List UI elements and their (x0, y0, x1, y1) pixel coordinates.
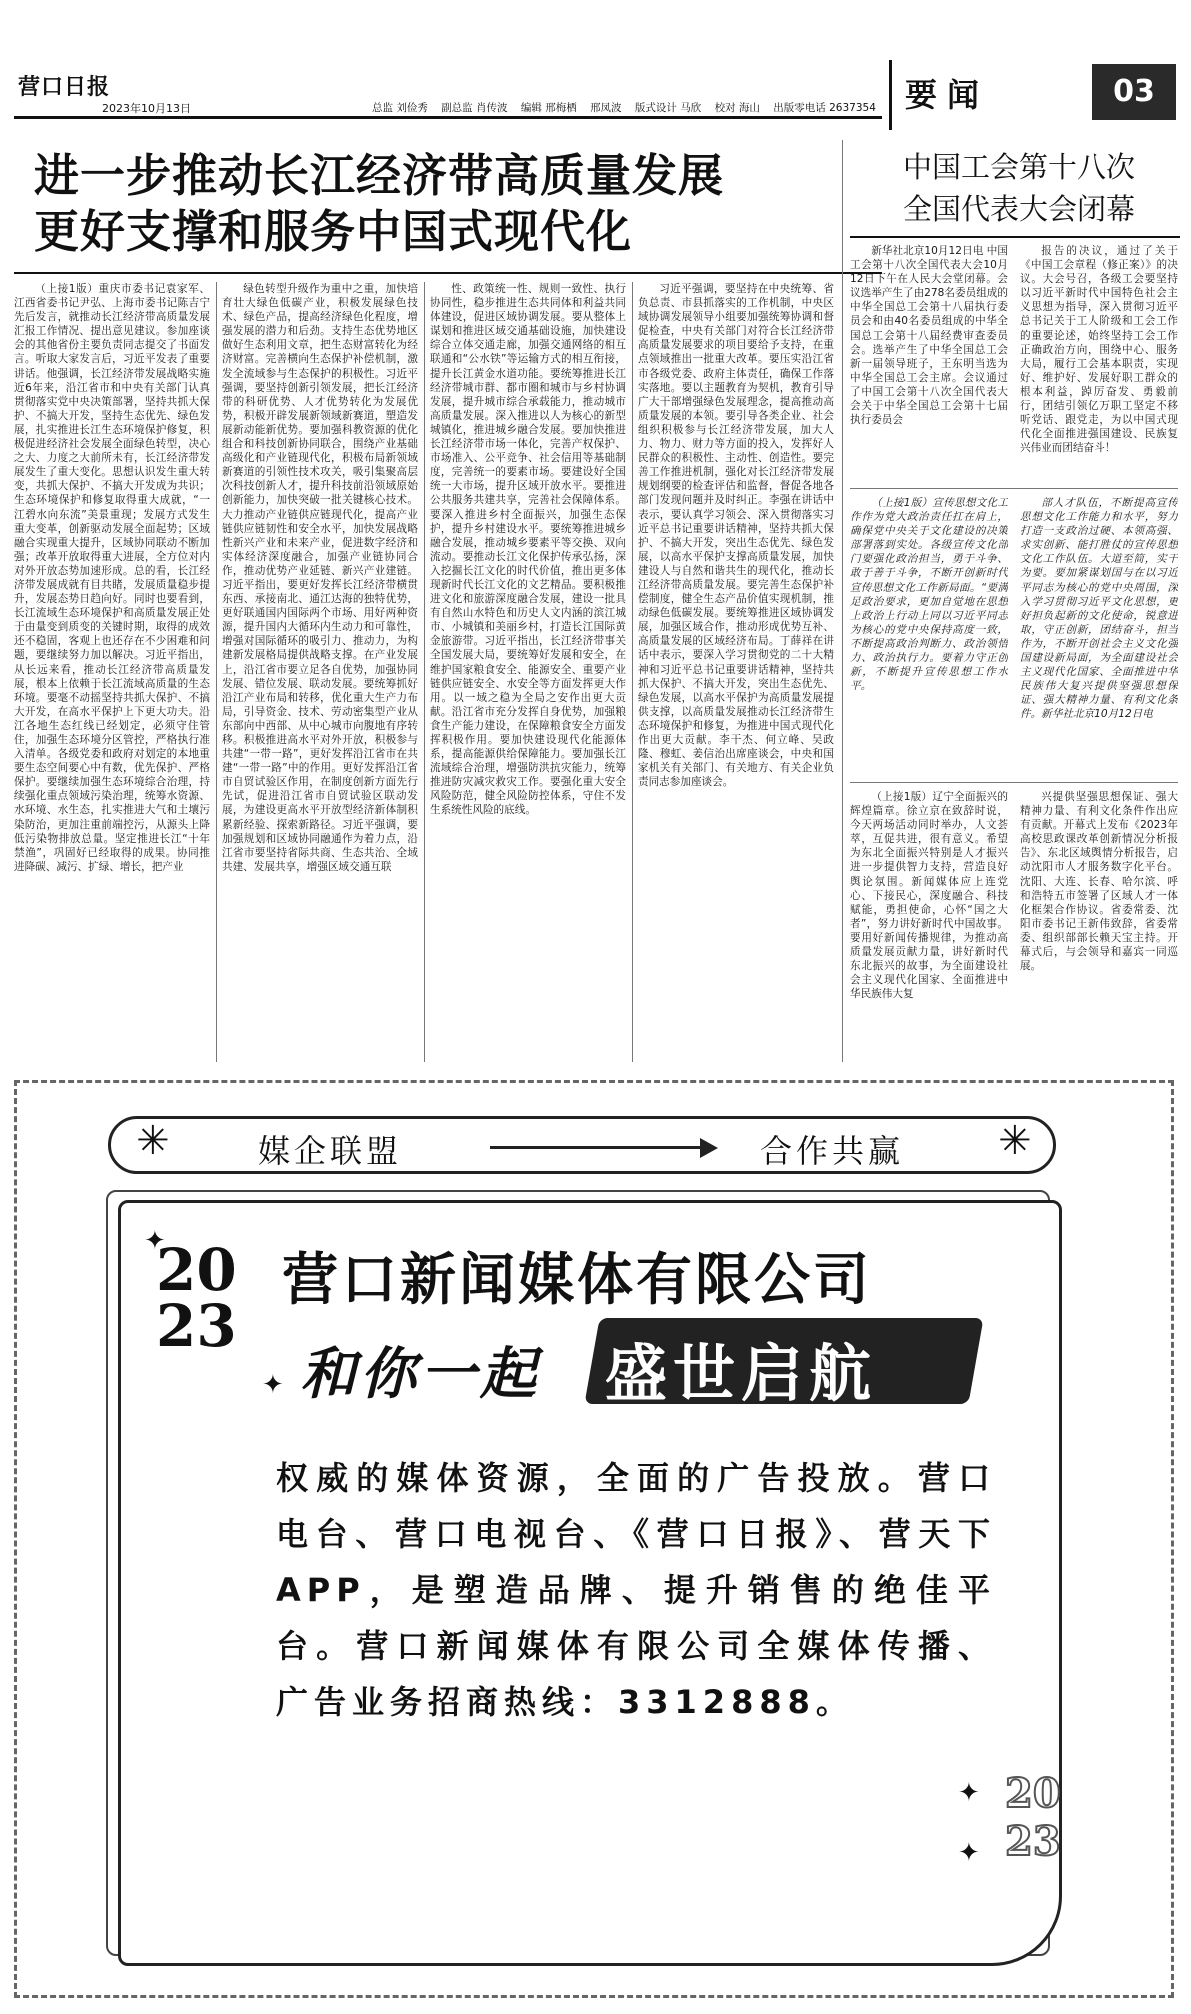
column-divider (842, 140, 843, 1062)
ad-year-bottom: 20 23 (1005, 1770, 1061, 1865)
headline-line: 更好支撑和服务中国式现代化 (34, 205, 633, 258)
banner-slogan-left: 媒企联盟 (258, 1132, 403, 1170)
headline-line: 进一步推动长江经济带高质量发展 (34, 149, 725, 202)
sparkle-icon: ✦ (958, 1778, 980, 1808)
column-divider (216, 282, 217, 1062)
section-name: 要闻 (905, 76, 990, 114)
ad-company-title: 营口新闻媒体有限公司 (282, 1248, 872, 1313)
credit-item: 副总监 肖传波 (441, 102, 508, 114)
column-text: （上接1版）辽宁全面振兴的辉煌篇章。徐立京在致辞时说，今天两场活动同时举办，人文荟萃，互促共进，很有意义。希望为东北全面振兴特别是人才振兴进一步提供智力支持，营造良好舆论氛围。新闻媒体应上连党心、下接民心，深度融合、科技赋能，勇担使命，心怀“国之大者”，努力讲好新时代中国故事。要用好新闻传播规律，为推动高质量发展贡献力量，讲好新时代东北振兴的故事，为全面建设社会主义现代化国家、全面推进中华民族伟大复 (850, 791, 1008, 1001)
credit-item: 编辑 邢梅栖 (520, 102, 577, 114)
column-divider (632, 282, 633, 1062)
column-text: 部人才队伍，不断提高宣传思想文化工作能力和水平，努力打造一支政治过硬、本领高强、求实创新、能打胜仗的宣传思想文化工作队伍。大道至简，实干为要。要加紧谋划国与在以习近平同志为核心的党中央周围，深入学习贯彻习近平文化思想，更好担负起新的文化使命，锐意进取，守正创新，团结奋斗，担当作为，不断开创社会主义文化强国建设新局面，为全面建设社会主义现代化国家、全面推进中华民族伟大复兴提供坚强思想保证、强大精神力量、有利文化条件。新华社北京10月12日电 (1020, 497, 1178, 721)
side-article-column (1020, 244, 1178, 482)
column-text: 绿色转型升级作为重中之重，加快培育壮大绿色低碳产业，积极发展绿色技术、绿色产品，提高经济绿色化程度，增强发展的潜力和后劲。支持生态优势地区做好生态利用文章，把生态财富转化为经济财富。完善横向生态保护补偿机制，激发全流域参与生态保护的积极性。习近平强调，要坚持创新引领发展，把长江经济带的科研优势、人才优势转化为发展优势，积极开辟发展新领域新赛道，塑造发展新动能新优势。要加强科教资源的优化组合和科技创新协同联合，围绕产业基础高级化和产业链现代化，积极布局新领域新赛道的引领性技术攻关，吸引集聚高层次科技创新人才，提升科技前沿领域原始创新能力，加快突破一批关键核心技术。大力推动产业链供应链现代化，提高产业链供应链韧性和安全水平，加快发展战略性新兴产业和未来产业，促进数字经济和实体经济深度融合，加强产业链协同合作，推动优势产业延链、新兴产业建链。习近平指出，要更好发挥长江经济带横贯东西、承接南北、通江达海的独特优势，更好联通国内国际两个市场、用好两种资源，提升国内大循环内生动力和可靠性，增强对国际循环的吸引力、推动力，为构建新发展格局提供战略支撑。在产业发展上，沿江省市要立足各自优势，加强协同发展、错位发展、联动发展。要统筹抓好沿江产业布局和转移，优化重大生产力布局，引导资金、技术、劳动密集型产业从东部向中西部、从中心城市向腹地有序转移。积极推进高水平对外开放，积极参与共建“一带一路”，更好发挥沿江省市在共建“一带一路”中的作用。更好发挥沿江省市自贸试验区作用，在制度创新方面先行先试，促进沿江省市自贸试验区联动发展，为建设更高水平开放型经济新体制积累新经验、探索新路径。习近平强调，要加强规划和区域协同融通作为着力点，沿江省市要坚持省际共商、生态共治、全域共建、发展共享，增强区域交通互联 (222, 283, 418, 873)
asterisk-icon: ✳ (136, 1118, 170, 1164)
sparkle-icon: ✦ (262, 1370, 284, 1400)
arrow-right-icon (700, 1138, 718, 1158)
article-divider (850, 488, 1178, 489)
column-text: 新华社北京10月12日电 中国工会第十八次全国代表大会10月12日下午在人民大会堂闭幕。会议选举产生了由278名委员组成的中华全国总工会第十八届执行委员会和由40名委员组成的中华全国总工会第十八届经费审查委员会。选举产生了中华全国总工会新一届领导班子，王东明当选为中华全国总工会主席。会议通过了中国工会第十八次全国代表大会关于中华全国总工会第十七届执行委员会 (850, 245, 1008, 427)
headline-rule (14, 272, 882, 274)
column-text: 兴提供坚强思想保证、强大精神力量、有利文化条件作出应有贡献。开幕式上发布《2023年高校思政课改革创新情况分析报告》、东北区域舆情分析报告，启动沈阳市人才服务数字化平台。沈阳、大连、长春、哈尔滨、呼和浩特五市签署了区域人才一体化框架合作协议。省委常委、沈阳市委书记王新伟致辞，省委常委、组织部部长赖天宝主持。开幕式后，与会领导和嘉宾一同巡展。 (1020, 791, 1178, 973)
ad-subtitle-part1: 和你一起 (300, 1342, 540, 1407)
header-rule (14, 116, 882, 119)
sparkle-icon: ✦ (958, 1838, 980, 1868)
ad-banner (108, 1116, 1056, 1174)
ad-subtitle-part2: 盛世启航 (605, 1337, 878, 1410)
banner-arrow (490, 1146, 710, 1149)
section-divider (889, 60, 892, 130)
credit-item: 邢凤波 (590, 102, 622, 114)
article-divider (850, 782, 1178, 783)
column-text: 习近平强调，要坚持在中央统筹、省负总责、市县抓落实的工作机制，中央区域协调发展领导小组要加强统筹协调和督促检查，中央有关部门对符合长江经济带高质量发展要求的项目要给予支持，在重点领域推出一批重大改革。要压实沿江省市各级党委、政府主体责任，确保工作落实落地。要以主题教育为契机，教育引导广大干部增强绿色发展理念，提高推动高质量发展的本领。要引导各类企业、社会组织积极参与长江经济带发展，加大人力、物力、财力等方面的投入，发挥好人民群众的积极性、主动性、创造性。要完善工作推进机制，强化对长江经济带发展规划纲要的检查评估和监督，督促各地各部门发现问题并及时纠正。李强在讲话中表示，要认真学习领会、深入贯彻落实习近平总书记重要讲话精神，坚持共抓大保护、不搞大开发，突出生态优先、绿色发展，以高水平保护支撑高质量发展，加快建设人与自然和谐共生的现代化，推动长江经济带高质量发展。要完善生态保护补偿制度，健全生态产品价值实现机制，推动绿色低碳发展。要统筹推进区域协调发展，加强区域合作，推动形成优势互补、高质量发展的区域经济布局。丁薛祥在讲话中表示，要深入学习贯彻党的二十大精神和习近平总书记重要讲话精神，坚持共抓大保护、不搞大开发，突出生态优先、绿色发展，以高水平保护为高质量发展提供支撑，以高质量发展推动长江经济带生态环境保护和修复，为推进中国式现代化作出更大贡献。李干杰、何立峰、吴政隆、穆虹、姜信治出席座谈会，中央和国家机关有关部门、有关地方、有关企业负责同志参加座谈会。 (638, 283, 834, 789)
credit-item: 总监 刘俭秀 (372, 102, 428, 114)
asterisk-icon: ✳ (998, 1118, 1032, 1164)
staff-credits (372, 100, 886, 115)
article-column (430, 282, 626, 1062)
column-text: 报告的决议，通过了关于《中国工会章程（修正案）》的决议。大会号召，各级工会要坚持以习近平新时代中国特色社会主义思想为指导，深入贯彻习近平总书记关于工人阶级和工会工作的重要论述，始终坚持工会工作正确政治方向，围绕中心、服务大局，履行工会基本职责，实现好、维护好、发展好职工群众的根本利益，踔厉奋发、勇毅前行，团结引领亿万职工坚定不移听党话、跟党走，为以中国式现代化全面推进强国建设、民族复兴伟业而团结奋斗！ (1020, 245, 1178, 455)
side-article-column (1020, 496, 1178, 772)
column-text: （上接1版）宣传思想文化工作作为党大政治责任扛在肩上，确保党中央关于文化建设的决策部署落到实处。各级宣传文化部门要强化政治担当，勇于斗争、敢于善于斗争，不断开创新时代宣传思想文化工作新局面。“要满足政治要求，更加自觉地在思想上政治上行动上同以习近平同志为核心的党中央保持高度一致，不断提高政治判断力、政治领悟力、政治执行力。要着力守正创新，不断提升宣传思想工作水平。 (850, 497, 1008, 693)
newspaper-logo: 营口日报 (18, 74, 111, 100)
side-article-column (850, 244, 1008, 482)
main-headline (34, 148, 804, 260)
article-column (222, 282, 418, 1062)
column-text: 性、政策统一性、规则一致性、执行协同性，稳步推进生态共同体和利益共同体建设，促进区域协调发展。要从整体上谋划和推进区域交通基础设施，加快建设综合立体交通走廊，加强交通网络的相互联通和“公水铁”等运输方式的相互衔接，提升长江黄金水道功能。要统筹推进长江经济带城市群、都市圈和城市与乡村协调发展，提升城市综合承载能力，推动城市高质量发展。深入推进以人为核心的新型城镇化，推进城乡融合发展。要加快推进长江经济带市场一体化，完善产权保护、市场准入、公平竞争、社会信用等基础制度，完善统一的要素市场。要建设好全国统一大市场，提升区域开放水平。要推进公共服务共建共享，完善社会保障体系。要深入推进乡村全面振兴，加强生态保护，提升乡村建设水平。要统筹推进城乡融合发展，推动城乡要素平等交换、双向流动。要推动长江文化保护传承弘扬，深入挖掘长江文化的时代价值，推出更多体现新时代长江文化的文艺精品。要积极推进文化和旅游深度融合发展，建设一批具有自然山水特色和历史人文内涵的滨江城市、小城镇和美丽乡村，打造长江国际黄金旅游带。习近平指出，长江经济带事关全国发展大局，要统筹好发展和安全，在维护国家粮食安全、能源安全、重要产业链供应链安全、水安全等方面发挥更大作用。以一域之稳为全局之安作出更大贡献。沿江省市充分发挥自身优势，加强粮食生产能力建设，在保障粮食安全方面发挥积极作用。要加快建设现代化能源体系，提高能源供给保障能力。要加强长江流域综合治理，增强防洪抗灾能力，统筹推进防灾减灾救灾工作。要强化重大安全风险防范，健全风险防控体系，守住不发生系统性风险的底线。 (430, 283, 626, 817)
ad-body-text: 权威的媒体资源，全面的广告投放。营口电台、营口电视台、《营口日报》、营天下APP，是塑造品牌、提升销售的绝佳平台。营口新闻媒体有限公司全媒体传播、广告业务招商热线：3312888。 (276, 1459, 996, 1721)
article-column (14, 282, 210, 1062)
banner-slogan-right: 合作共赢 (760, 1132, 905, 1170)
credit-item: 版式设计 马欣 (634, 102, 702, 114)
ad-year-top: 20 23 (156, 1236, 237, 1360)
side-article-column (850, 496, 1008, 772)
issue-date: 2023年10月13日 (102, 102, 191, 115)
column-divider (424, 282, 425, 1062)
column-text: （上接1版）重庆市委书记袁家军、江西省委书记尹弘、上海市委书记陈吉宁先后发言，就推动长江经济带高质量发展汇报工作情况、提出意见建议。参加座谈会的其他省份主要负责同志提交了书面发言。听取大家发言后，习近平发表了重要讲话。他强调，长江经济带发展战略实施近6年来，沿江省市和中央有关部门认真贯彻落实党中央决策部署，坚持共抓大保护、不搞大开发，坚持生态优先、绿色发展，扎实推进长江生态环境保护修复，积极促进经济社会发展全面绿色转型，决心之大、力度之大前所未有，长江经济带发展发生了重大变化。思想认识发生重大转变，共抓大保护、不搞大开发成为共识；生态环境保护和修复取得重大成就，“一江碧水向东流”美景重现；发展方式发生重大变革，创新驱动发展全面起势；区域融合实现重大提升，区域协同联动不断加强；改革开放取得重大进展，全方位对内对外开放态势加速形成。总的看，长江经济带发展成就有目共睹，发展质量稳步提升，发展态势日趋向好。同时也要看到，长江流域生态环境保护和高质量发展正处于由量变到质变的关键时期，取得的成效还不稳固，客观上也还存在不少困难和问题，要继续努力加以解决。习近平指出，从长远来看，推动长江经济带高质量发展，根本上依赖于长江流域高质量的生态环境。要毫不动摇坚持共抓大保护、不搞大开发，在高水平保护上下更大功夫。沿江各地生态红线已经划定，必须守住管住，加强生态环境分区管控，严格执行准入清单。各级党委和政府对划定的本地重要生态空间要心中有数，优先保护、严格保护。要继续加强生态环境综合治理，持续强化重点领域污染治理，统筹水资源、水环境、水生态，扎实推进大气和土壤污染防治，更加注重前端控污，从源头上降低污染物排放总量。坚定推进长江“十年禁渔”，巩固好已经取得的成果。协同推进降碳、减污、扩绿、增长，把产业 (14, 283, 210, 873)
credit-item: 校对 海山 (714, 102, 760, 114)
side-article-column (850, 790, 1008, 1062)
credit-item: 出版零电话 2637354 (773, 102, 876, 114)
side-article-column (1020, 790, 1178, 1062)
page-number: 03 (1092, 64, 1176, 120)
side-headline-line: 中国工会第十八次 (902, 150, 1135, 184)
side-headline (860, 146, 1178, 230)
article-column (638, 282, 834, 1062)
side-headline-line: 全国代表大会闭幕 (902, 192, 1135, 226)
side-rule (850, 236, 1180, 238)
sparkle-icon: ✦ (144, 1226, 166, 1256)
